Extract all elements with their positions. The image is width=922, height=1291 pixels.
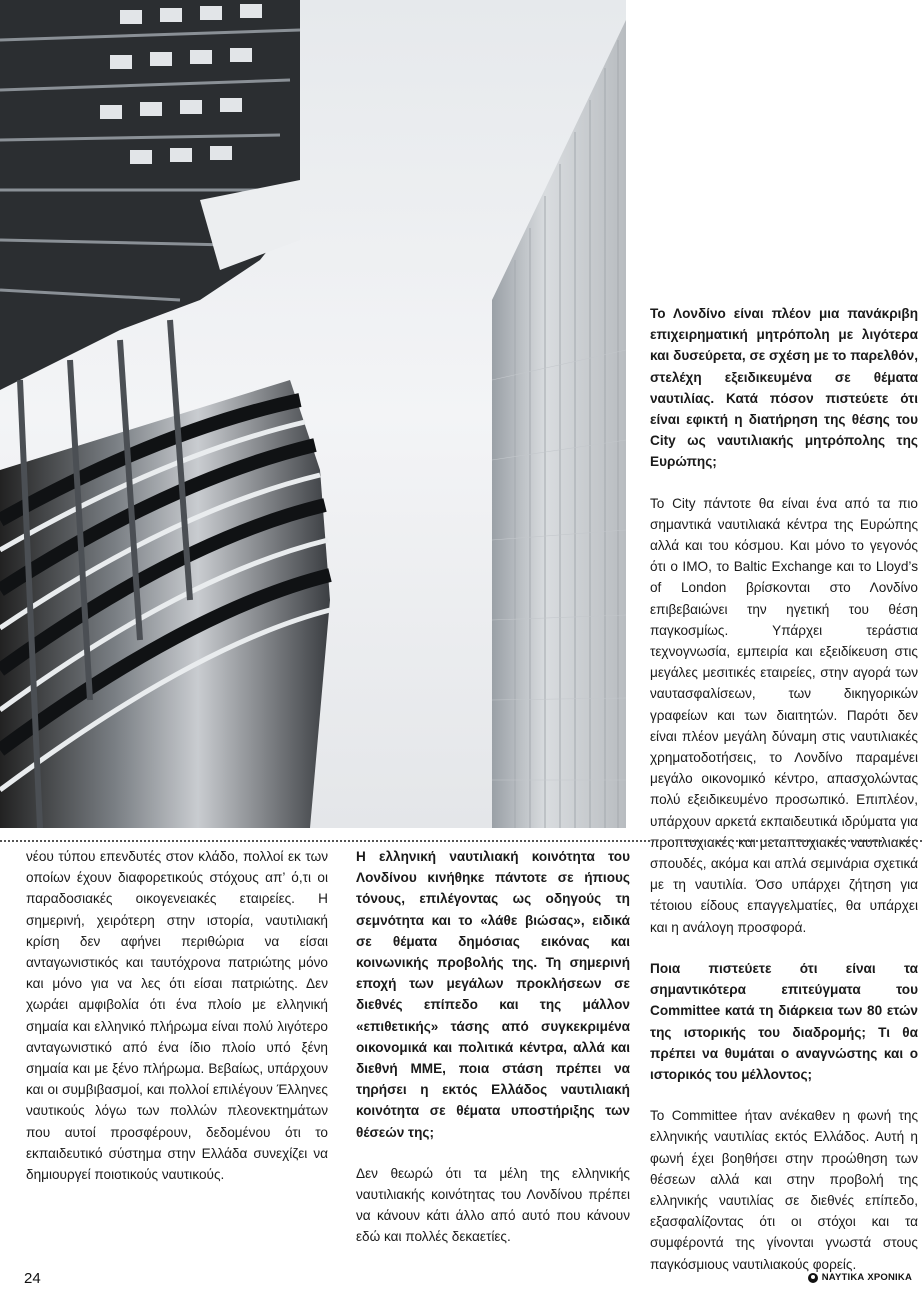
question-greek-community: Η ελληνική ναυτιλιακή κοινότητα του Λονδίνου κινήθηκε πάντοτε σε ήπιους τόνους, επιλέγοντας ως οδηγούς τη σεμνότητα και το «λάθε βιώσας», ειδικά σε θέματα δημόσιας εικόνας και κοινωνικής προβολής της. Τη σημερινή εποχή των μεγάλων προκλήσεων σε διεθνές επίπεδο και της μάλλον «επιθετικής» τάσης από συγκεκριμένα οικονομικά και πολιτικά κέντρα, αλλά και διεθνή ΜΜΕ, ποια στάση πρέπει να τηρήσει η εκτός Ελλάδος ναυτιλιακή κοινότητα σε θέματα υποστήριξης των θέσεών της; bbox=[356, 849, 630, 1140]
column-left bbox=[26, 846, 328, 1185]
column-left-text: νέου τύπου επενδυτές στον κλάδο, πολλοί εκ των οποίων έχουν διαφορετικούς στόχους απ’ ό,τι οι παραδοσιακές οικογενειακές εταιρείες. Η σημερινή, χειρότερη στην ιστορία, ναυτιλιακή κρίση δεν αφήνει περιθώρια να είσαι ανταγωνιστικός και ταυτόχρονα πατριώτης μόνο και μόνο για να λες ότι είσαι πατριώτης. Δεν χωράει αμφιβολία ότι ένα πλοίο με ελληνική σημαία και ελληνικό πλήρωμα είναι πολύ λιγότερο ανταγωνιστικό από ένα ίδιο πλοίο υπό ξένη σημαία και με ξένο πλήρωμα. Βεβαίως, υπάρχουν και οι συμβιβασμοί, και πολλοί επιλέγουν Έλληνες ναυτικούς λόγω των πολλών πλεονεκτημάτων που αυτοί προσφέρουν, δεδομένου ότι το εκπαιδευτικό σύστημα στην Ελλάδα συνεχίζει να δημιουργεί ποιοτικούς ναυτικούς. bbox=[26, 849, 328, 1183]
spacer bbox=[356, 1143, 630, 1163]
page-number: 24 bbox=[24, 1270, 41, 1287]
spacer bbox=[650, 938, 918, 958]
answer-london-metropolis: Το City πάντοτε θα είναι ένα από τα πιο σημαντικά ναυτιλιακά κέντρα της Ευρώπης αλλά και του κόσμου. Και μόνο το γεγονός ότι ο ΙΜΟ, το Baltic Exchange και το Lloyd’s of London βρίσκονται στο Λονδίνο επιβεβαιώνει την ηγετική του θέση παγκοσμίως. Υπάρχει τεράστια τεχνογνωσία, εμπειρία και εξειδίκευση στις μεγάλες μεσιτικές εταιρείες, στην αγορά των ναυτασφαλίσεων, των δικηγορικών γραφείων και των διαιτητών. Παρότι δεν είναι πλέον μεγάλη δύναμη στις ναυτιλιακές χρηματοδοτήσεις, το Λονδίνο παραμένει μεγάλο οικονομικό κέντρο, απασχολώντας πολύ εξειδικευμένο προσωπικό. Επιπλέον, υπάρχουν αρκετά εκπαιδευτικά ιδρύματα για προπτυχιακές και μεταπτυχιακές ναυτιλιακές σπουδές, ακόμα και απλά σεμινάρια σχετικά με τη ναυτιλία. Όσο υπάρχει ζήτηση για τέτοιου είδους επαγγελματίες, θα υπάρχει και η ανάλογη προσφορά. bbox=[650, 495, 918, 935]
skyscraper-photo bbox=[0, 0, 626, 828]
column-right bbox=[650, 303, 918, 1275]
photo-illustration bbox=[0, 0, 626, 828]
question-london-metropolis: Το Λονδίνο είναι πλέον μια πανάκριβη επιχειρηματική μητρόπολη με λιγότερα και δυσεύρετα, σε σχέση με το παρελθόν, στελέχη εξειδικευμένα σε θέματα ναυτιλίας. Κατά πόσον πιστεύετε ότι είναι εφικτή η διατήρηση της θέσης του City ως ναυτιλιακής μητρόπολης της Ευρώπης; bbox=[650, 306, 918, 470]
answer-committee-achievements: Το Committee ήταν ανέκαθεν η φωνή της ελληνικής ναυτιλίας εκτός Ελλάδος. Αυτή η φωνή έχει βοηθήσει στην προώθηση των θέσεων αλλά και στην προβολή της ελληνικής ναυτιλίας σε διεθνές επίπεδο, εξασφαλίζοντας ότι οι στόχοι και τα συμφέροντά της γίνονται γνωστά στους παγκόσμιους ναυτιλιακούς φορείς. bbox=[650, 1108, 918, 1272]
publication-name: ΝΑΥΤΙΚΑ ΧΡΟΝΙΚΑ bbox=[821, 1272, 912, 1283]
dotted-divider bbox=[0, 840, 922, 842]
question-committee-achievements: Ποια πιστεύετε ότι είναι τα σημαντικότερα επιτεύγματα του Committee κατά τη διάρκεια των 80 ετών της ιστορικής του διαδρομής; Τι θα πρέπει να θυμάται ο αναγνώστης και ο ιστορικός του μέλλοντος; bbox=[650, 960, 918, 1082]
answer-greek-community: Δεν θεωρώ ότι τα μέλη της ελληνικής ναυτιλιακής κοινότητας του Λονδίνου πρέπει να κάνουν κάτι άλλο από αυτό που κάνουν εδώ και πολλές δεκαετίες. bbox=[356, 1165, 630, 1245]
spacer bbox=[650, 1085, 918, 1105]
publication-footer bbox=[808, 1272, 912, 1283]
publication-logo-icon bbox=[808, 1273, 818, 1283]
column-middle bbox=[356, 846, 630, 1248]
spacer bbox=[650, 473, 918, 493]
